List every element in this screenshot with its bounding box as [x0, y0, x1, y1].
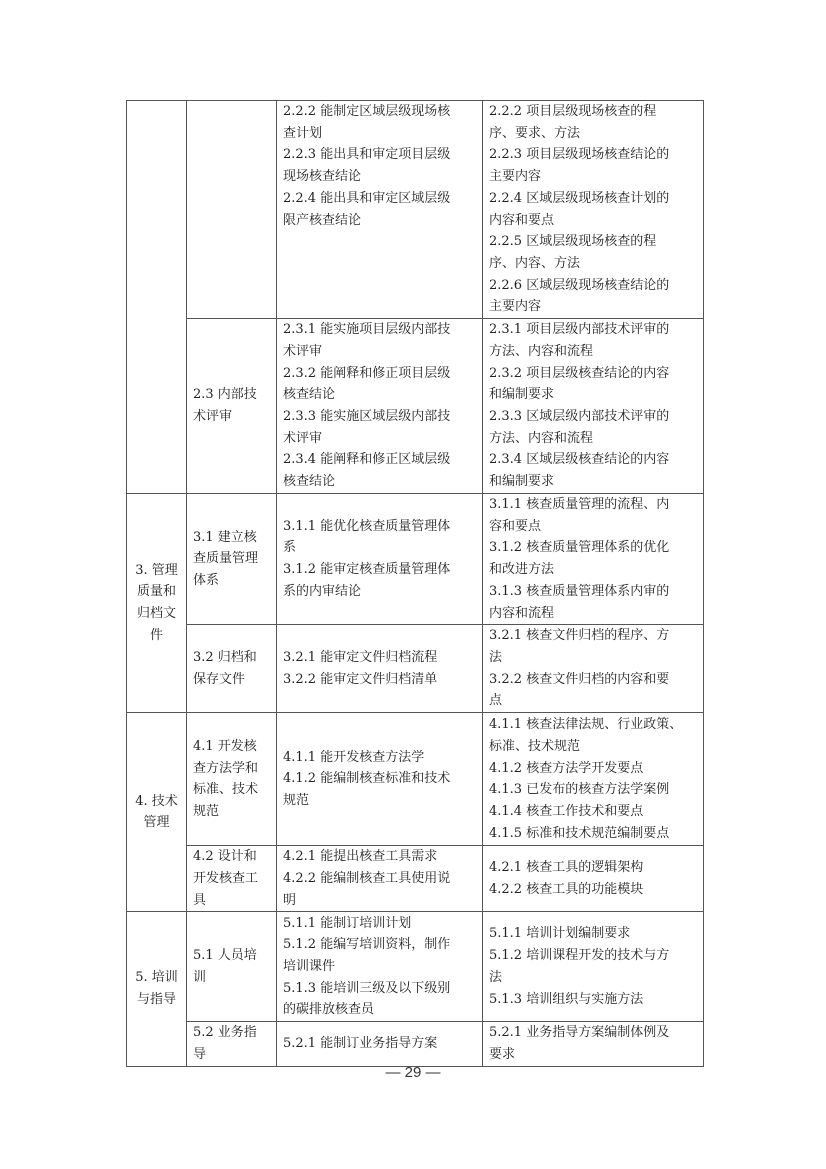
unit-cell: 5.1 人员培 训	[187, 912, 277, 1022]
table-row	[127, 494, 704, 625]
table-row	[127, 319, 704, 494]
unit-cell: 4.2 设计和 开发核查工 具	[187, 846, 277, 912]
function-cell	[127, 101, 187, 494]
skills-cell: 4.1.1 能开发核查方法学 4.1.2 能编制核查标准和技术 规范	[277, 713, 483, 846]
function-cell: 5. 培训 与指导	[127, 912, 187, 1066]
skills-cell: 2.3.1 能实施项目层级内部技 术评审 2.3.2 能阐释和修正项目层级 核查结论 2.3.3 能实施区域层级内部技 术评审 2.3.4 能阐释和修正区域层级 核查结论	[277, 319, 483, 494]
knowledge-cell: 4.1.1 核查法律法规、行业政策、 标准、技术规范 4.1.2 核查方法学开发要点 4.1.3 已发布的核查方法学案例 4.1.4 核查工作技术和要点 4.1.5 标准和技术规范编制要点	[483, 713, 704, 846]
table-row	[127, 846, 704, 912]
knowledge-cell: 4.2.1 核查工具的逻辑架构 4.2.2 核查工具的功能模块	[483, 846, 704, 912]
skills-cell: 2.2.2 能制定区域层级现场核 查计划 2.2.3 能出具和审定项目层级 现场核查结论 2.2.4 能出具和审定区域层级 限产核查结论	[277, 101, 483, 319]
knowledge-cell: 3.1.1 核查质量管理的流程、内 容和要点 3.1.2 核查质量管理体系的优化 和改进方法 3.1.3 核查质量管理体系内审的 内容和流程	[483, 494, 704, 625]
knowledge-cell: 2.3.1 项目层级内部技术评审的 方法、内容和流程 2.3.2 项目层级核查结论的内容 和编制要求 2.3.3 区域层级内部技术评审的 方法、内容和流程 2.3.4 区域层级核查结论的内容 和编制要求	[483, 319, 704, 494]
skills-cell: 5.1.1 能制订培训计划 5.1.2 能编写培训资料，制作 培训课件 5.1.3 能培训三级及以下级别 的碳排放核查员	[277, 912, 483, 1022]
knowledge-cell: 5.1.1 培训计划编制要求 5.1.2 培训课程开发的技术与方 法 5.1.3 培训组织与实施方法	[483, 912, 704, 1022]
knowledge-cell: 2.2.2 项目层级现场核查的程 序、要求、方法 2.2.3 项目层级现场核查结论的 主要内容 2.2.4 区域层级现场核查计划的 内容和要点 2.2.5 区域层级现场核查的程 序、内容、方法 2.2.6 区域层级现场核查结论的 主要内容	[483, 101, 704, 319]
unit-cell: 3.2 归档和 保存文件	[187, 625, 277, 713]
page-number: — 29 —	[385, 1064, 441, 1081]
unit-cell: 4.1 开发核 查方法学和 标准、技术 规范	[187, 713, 277, 846]
table-row	[127, 101, 704, 319]
skills-requirements-table	[126, 100, 704, 1067]
table-row	[127, 713, 704, 846]
skills-cell: 4.2.1 能提出核查工具需求 4.2.2 能编制核查工具使用说 明	[277, 846, 483, 912]
knowledge-cell: 5.2.1 业务指导方案编制体例及 要求	[483, 1022, 704, 1066]
unit-cell: 2.3 内部技 术评审	[187, 319, 277, 494]
skills-cell: 5.2.1 能制订业务指导方案	[277, 1022, 483, 1066]
skills-cell: 3.1.1 能优化核查质量管理体 系 3.1.2 能审定核查质量管理体 系的内审结论	[277, 494, 483, 625]
function-cell: 4. 技术 管理	[127, 713, 187, 912]
unit-cell: 5.2 业务指 导	[187, 1022, 277, 1066]
unit-cell: 3.1 建立核 查质量管理 体系	[187, 494, 277, 625]
unit-cell	[187, 101, 277, 319]
table-row	[127, 1022, 704, 1066]
skills-cell: 3.2.1 能审定文件归档流程 3.2.2 能审定文件归档清单	[277, 625, 483, 713]
table-row	[127, 625, 704, 713]
function-cell: 3. 管理 质量和 归档文 件	[127, 494, 187, 713]
knowledge-cell: 3.2.1 核查文件归档的程序、方 法 3.2.2 核查文件归档的内容和要 点	[483, 625, 704, 713]
table-row	[127, 912, 704, 1022]
